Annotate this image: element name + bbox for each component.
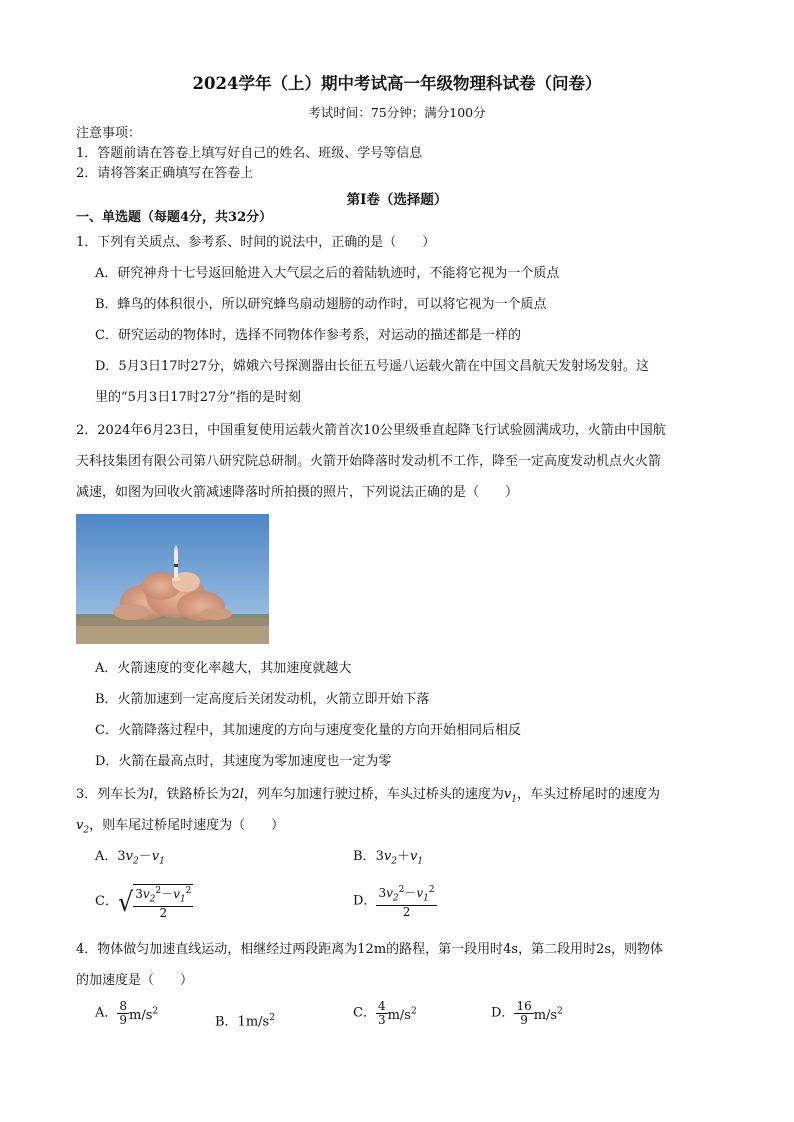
q2-stem-line2: 天科技集团有限公司第八研究院总研制。火箭开始降落时发动机不工作，降至一定高度发动机点火火箭 bbox=[76, 454, 662, 469]
q3-option-c: C．√ $\frac{3v_2^2-v_1^2}{2}$ bbox=[95, 886, 192, 921]
q2-stem-line1: 2．2024年6月23日，中国重复使用运载火箭首次10公里级垂直起降飞行试验圆满成功，火箭由中国航 bbox=[76, 423, 666, 438]
q2-option-a: A．火箭速度的变化率越大，其加速度就越大 bbox=[95, 661, 352, 676]
q1-stem: 1．下列有关质点、参考系、时间的说法中，正确的是（ ） bbox=[76, 235, 436, 250]
q1-option-b: B．蜂鸟的体积很小，所以研究蜂鸟扇动翅膀的动作时，可以将它视为一个质点 bbox=[95, 297, 547, 312]
rocket-landing-photo bbox=[76, 514, 269, 644]
q2-stem-line3: 减速，如图为回收火箭减速降落时所拍摄的照片，下列说法正确的是（ ） bbox=[76, 485, 519, 500]
q4-option-a: A． $\frac{8}{9}$ $m/s^2$ bbox=[95, 999, 159, 1027]
note-item-2: 2．请将答案正确填写在答卷上 bbox=[76, 166, 254, 181]
q3-stem-line1: 3．列车长为l，铁路桥长为2l，列车匀加速行驶过桥，车头过桥头的速度为$v_1$，车头过桥尾时的速度为 bbox=[76, 787, 661, 805]
exam-title: 2024学年（上）期中考试高一年级物理科试卷（问卷） bbox=[192, 74, 602, 93]
q2-option-c: C．火箭降落过程中，其加速度的方向与速度变化量的方向开始相同后相反 bbox=[95, 723, 521, 738]
q2-option-d: D．火箭在最高点时，其速度为零加速度也一定为零 bbox=[95, 754, 392, 769]
q4-stem-line1: 4．物体做匀加速直线运动，相继经过两段距离为12m的路程，第一段用时4s，第二段用时2s，则物体 bbox=[76, 942, 664, 957]
q3-option-a: A．$3v_2-v_1$ bbox=[95, 849, 165, 867]
q1-option-c: C．研究运动的物体时，选择不同物体作参考系，对运动的描述都是一样的 bbox=[95, 328, 521, 343]
q2-option-b: B．火箭加速到一定高度后关闭发动机，火箭立即开始下落 bbox=[95, 692, 430, 707]
q1-option-d-line1: D．5月3日17时27分，嫦娥六号探测器由长征五号遥八运载火箭在中国文昌航天发射场发射。这 bbox=[95, 359, 650, 374]
q3-stem-line2: $v_2$，则车尾过桥尾时速度为（ ） bbox=[76, 818, 285, 836]
note-item-1: 1．答题前请在答卷上填写好自己的姓名、班级、学号等信息 bbox=[76, 146, 423, 161]
q1-option-a: A．研究神舟十七号返回舱进入大气层之后的着陆轨迹时，不能将它视为一个质点 bbox=[95, 266, 560, 281]
q4-option-d: D． $\frac{16}{9}$ $m/s^2$ bbox=[491, 999, 563, 1027]
part-heading: 一、单选题（每题4分，共32分） bbox=[76, 210, 273, 225]
section-title: 第I卷（选择题） bbox=[346, 192, 448, 208]
notes-heading: 注意事项： bbox=[76, 126, 142, 141]
q4-option-b: B．$1m/s^2$ bbox=[215, 1013, 275, 1030]
q3-option-b: B．$3v_2+v_1$ bbox=[353, 849, 424, 867]
q4-option-c: C． $\frac{4}{3}$ $m/s^2$ bbox=[353, 999, 417, 1027]
q1-option-d-line2: 里的“5月3日17时27分”指的是时刻 bbox=[95, 390, 301, 405]
q3-option-d: D． $\frac{3v_2^2-v_1^2}{2}$ bbox=[353, 885, 435, 920]
exam-subtitle: 考试时间：75分钟；满分100分 bbox=[308, 105, 486, 120]
q4-stem-line2: 的加速度是（ ） bbox=[76, 973, 194, 988]
